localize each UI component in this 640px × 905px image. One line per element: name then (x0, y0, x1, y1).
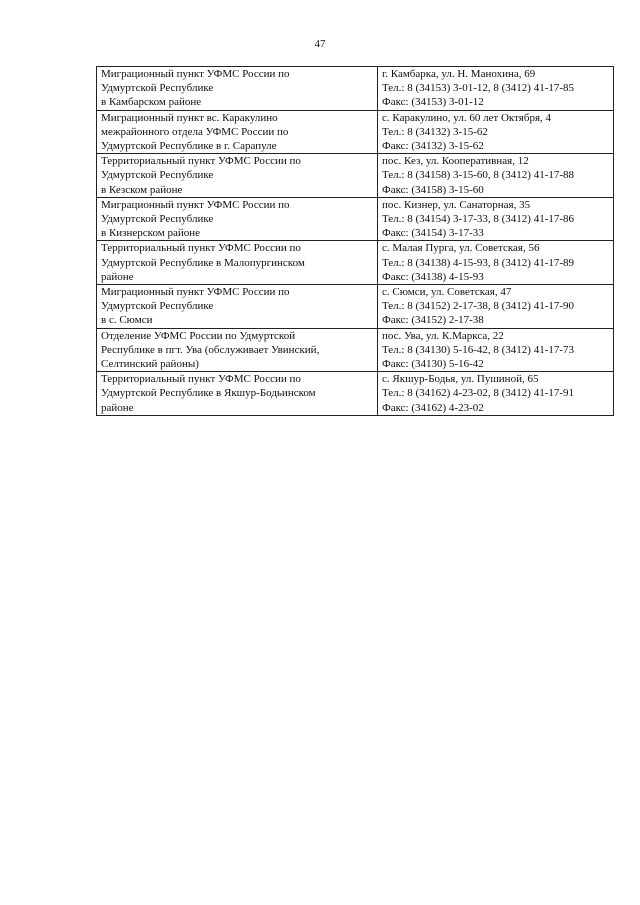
office-name-line: Территориальный пункт УФМС России по (101, 373, 301, 386)
office-name-line: районе (101, 270, 134, 283)
table-row (97, 372, 614, 416)
office-contacts-cell (378, 197, 614, 241)
office-phone: Тел.: 8 (34132) 3-15-62 (382, 125, 488, 138)
office-address: пос. Кез, ул. Кооперативная, 12 (382, 155, 529, 168)
office-fax: Факс: (34130) 5-16-42 (382, 358, 484, 371)
office-name-line: Селтинский районы) (101, 358, 199, 371)
office-name-cell (97, 197, 378, 241)
office-phone: Тел.: 8 (34162) 4-23-02, 8 (3412) 41-17-91 (382, 387, 575, 400)
office-fax: Факс: (34154) 3-17-33 (382, 227, 484, 240)
office-name-line: Удмуртской Республике в Малопургинском (101, 256, 305, 269)
office-address: с. Малая Пурга, ул. Советская, 56 (382, 242, 540, 255)
office-name-line: Удмуртской Республике в г. Сарапуле (101, 140, 277, 153)
office-name-line: в с. Сюмси (101, 314, 153, 327)
office-name-cell (97, 110, 378, 154)
office-name-line: Миграционный пункт УФМС России по (101, 68, 290, 80)
office-name-line: межрайонного отдела УФМС России по (101, 125, 289, 138)
office-fax: Факс: (34162) 4-23-02 (382, 401, 484, 414)
office-contacts-cell (378, 285, 614, 329)
table-row (97, 285, 614, 329)
office-name-cell (97, 285, 378, 329)
table-row (97, 110, 614, 154)
office-name-line: Отделение УФМС России по Удмуртской (101, 329, 296, 342)
office-phone: Тел.: 8 (34130) 5-16-42, 8 (3412) 41-17-73 (382, 343, 575, 356)
table-row (97, 154, 614, 198)
office-name-line: Удмуртской Республике (101, 169, 214, 182)
office-contacts-cell (378, 110, 614, 154)
office-name-line: Республике в пгт. Ува (обслуживает Увинский, (101, 343, 320, 356)
office-fax: Факс: (34153) 3-01-12 (382, 96, 484, 109)
office-name-line: районе (101, 401, 134, 414)
table-row (97, 241, 614, 285)
office-name-line: Территориальный пункт УФМС России по (101, 242, 301, 255)
office-phone: Тел.: 8 (34153) 3-01-12, 8 (3412) 41-17-85 (382, 82, 575, 95)
office-fax: Факс: (34138) 4-15-93 (382, 270, 484, 283)
office-name-line: Миграционный пункт вс. Каракулино (101, 111, 278, 124)
office-name-line: в Кизнерском районе (101, 227, 200, 240)
page-number: 47 (314, 38, 326, 50)
office-name-line: в Камбарском районе (101, 96, 202, 109)
table-row (97, 67, 614, 111)
office-address: г. Камбарка, ул. Н. Манохина, 69 (382, 68, 536, 80)
office-name-cell (97, 372, 378, 416)
office-name-line: в Кезском районе (101, 183, 183, 196)
office-contacts-cell (378, 328, 614, 372)
office-phone: Тел.: 8 (34152) 2-17-38, 8 (3412) 41-17-90 (382, 300, 575, 313)
office-address: с. Сюмси, ул. Советская, 47 (382, 286, 512, 299)
office-address: с. Якшур-Бодья, ул. Пушиной, 65 (382, 373, 539, 386)
office-phone: Тел.: 8 (34154) 3-17-33, 8 (3412) 41-17-86 (382, 213, 575, 226)
office-name-line: Миграционный пункт УФМС России по (101, 198, 290, 211)
offices-table (96, 66, 614, 416)
office-name-line: Удмуртской Республике (101, 213, 214, 226)
office-phone: Тел.: 8 (34158) 3-15-60, 8 (3412) 41-17-88 (382, 169, 575, 182)
office-contacts-cell (378, 67, 614, 111)
office-contacts-cell (378, 154, 614, 198)
office-address: с. Каракулино, ул. 60 лет Октября, 4 (382, 111, 552, 124)
office-fax: Факс: (34158) 3-15-60 (382, 183, 484, 196)
office-contacts-cell (378, 241, 614, 285)
office-name-cell (97, 67, 378, 111)
office-name-cell (97, 328, 378, 372)
office-name-cell (97, 241, 378, 285)
office-contacts-cell (378, 372, 614, 416)
table-row (97, 197, 614, 241)
office-name-line: Удмуртской Республике (101, 300, 214, 313)
office-address: пос. Ува, ул. К.Маркса, 22 (382, 329, 504, 342)
office-phone: Тел.: 8 (34138) 4-15-93, 8 (3412) 41-17-89 (382, 256, 575, 269)
office-name-line: Миграционный пункт УФМС России по (101, 286, 290, 299)
office-address: пос. Кизнер, ул. Санаторная, 35 (382, 198, 531, 211)
office-name-cell (97, 154, 378, 198)
office-name-line: Удмуртской Республике (101, 82, 214, 95)
office-fax: Факс: (34152) 2-17-38 (382, 314, 484, 327)
table-row (97, 328, 614, 372)
office-fax: Факс: (34132) 3-15-62 (382, 140, 484, 153)
office-name-line: Территориальный пункт УФМС России по (101, 155, 301, 168)
office-name-line: Удмуртской Республике в Якшур-Бодьинском (101, 387, 316, 400)
